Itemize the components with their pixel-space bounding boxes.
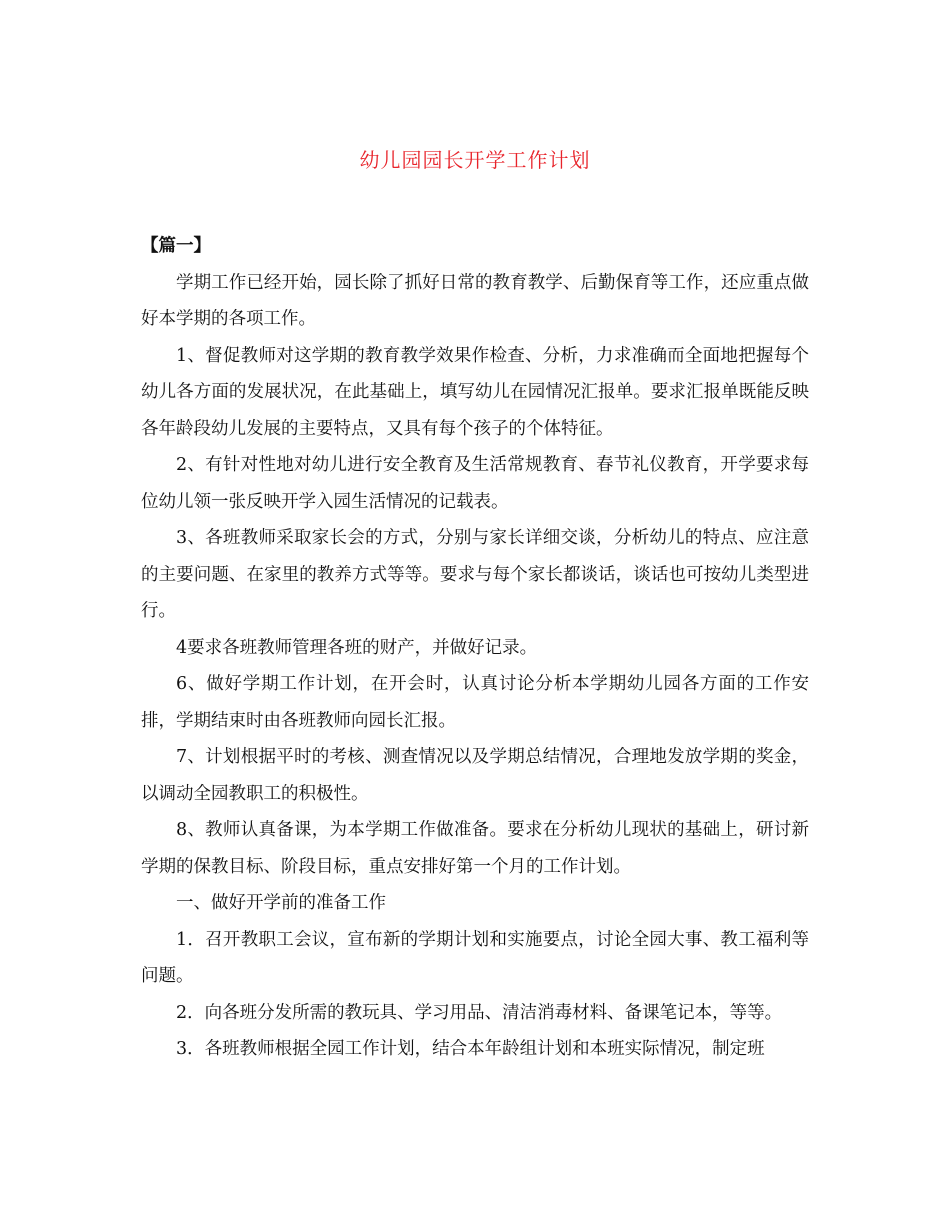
document-title: 幼儿园园长开学工作计划 <box>359 148 591 172</box>
paragraph-prep-2: 2．向各班分发所需的教玩具、学习用品、清洁消毒材料、备课笔记本，等等。 <box>176 1002 783 1023</box>
document-body <box>141 228 809 1068</box>
section-heading: 【篇一】 <box>141 236 211 256</box>
paragraph-item-8: 8、教师认真备课，为本学期工作做准备。要求在分析幼儿现状的基础上，研讨新学期的保教目标、阶段目标，重点安排好第一个月的工作计划。 <box>141 820 809 877</box>
paragraph-prep-3: 3．各班教师根据全园工作计划，结合本年龄组计划和本班实际情况，制定班 <box>176 1039 765 1059</box>
paragraph-item-3: 3、各班教师采取家长会的方式，分别与家长详细交谈，分析幼儿的特点、应注意的主要问题、在家里的教养方式等等。要求与每个家长都谈话，谈话也可按幼儿类型进行。 <box>141 528 809 621</box>
paragraph-item-4: 4要求各班教师管理各班的财产，并做好记录。 <box>176 637 538 658</box>
paragraph-intro: 学期工作已经开始，园长除了抓好日常的教育教学、后勤保育等工作，还应重点做好本学期的各项工作。 <box>141 272 809 329</box>
paragraph-item-6: 6、做好学期工作计划，在开会时，认真讨论分析本学期幼儿园各方面的工作安排，学期结束时由各班教师向园长汇报。 <box>141 674 809 731</box>
paragraph-item-7: 7、计划根据平时的考核、测查情况以及学期总结情况，合理地发放学期的奖金，以调动全园教职工的积极性。 <box>141 747 809 804</box>
paragraph-item-1: 1、督促教师对这学期的教育教学效果作检查、分析，力求准确而全面地把握每个幼儿各方面的发展状况，在此基础上，填写幼儿在园情况汇报单。要求汇报单既能反映各年龄段幼儿发展的主要特点，又具有每个孩子的个体特征。 <box>141 345 809 439</box>
paragraph-item-2: 2、有针对性地对幼儿进行安全教育及生活常规教育、春节礼仪教育，开学要求每位幼儿领一张反映开学入园生活情况的记载表。 <box>141 455 809 512</box>
subheading-preparation: 一、做好开学前的准备工作 <box>176 893 386 913</box>
paragraph-prep-1: 1．召开教职工会议，宣布新的学期计划和实施要点，讨论全园大事、教工福利等问题。 <box>141 929 809 986</box>
